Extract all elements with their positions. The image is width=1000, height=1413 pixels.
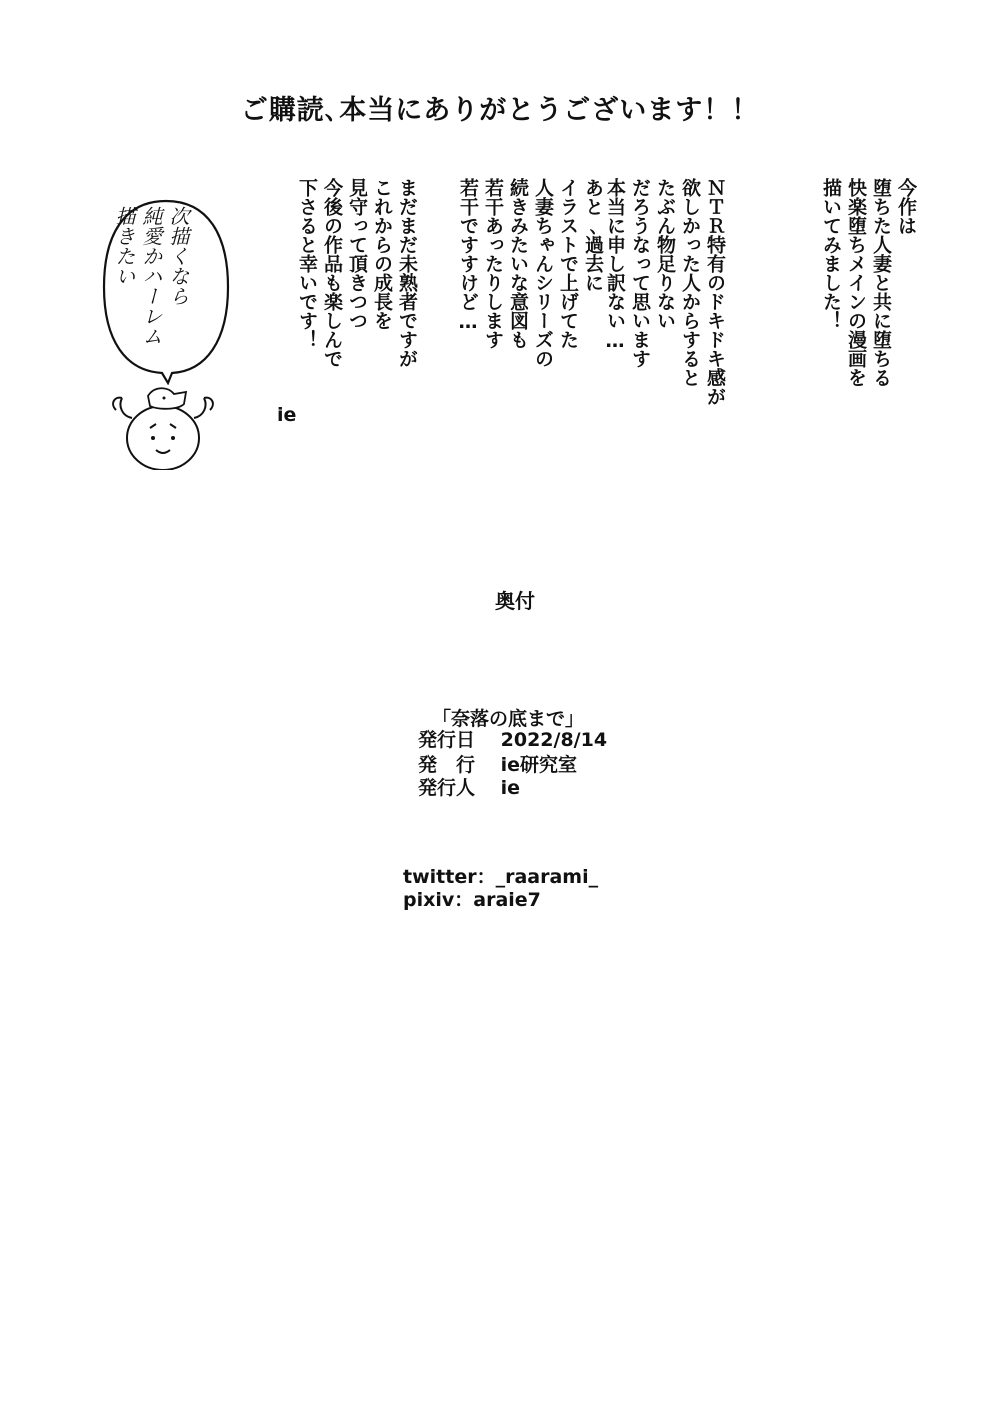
text-line: まだまだ未熟者ですが xyxy=(396,178,418,368)
text-line: 次描くなら xyxy=(166,206,190,306)
text-line: 本当に申し訳ない… xyxy=(604,178,626,352)
text-line: 純愛かハーレム xyxy=(139,206,163,346)
afterword-column-2 xyxy=(602,178,727,478)
afterword-column-3 xyxy=(455,178,605,478)
pixiv-handle: pixiv：araie7 xyxy=(403,889,541,911)
publish-date-row xyxy=(418,725,607,751)
afterword-column-1 xyxy=(818,178,918,478)
issuer-row xyxy=(418,773,520,799)
text-line: 人妻ちゃんシリーズの xyxy=(532,178,554,368)
text-line: 描きたい xyxy=(112,206,136,286)
text-line: 若干あったりします xyxy=(482,178,504,349)
text-line: 下さると幸いです！ xyxy=(296,178,318,349)
text-line: 見守って頂きつつ xyxy=(346,178,368,330)
text-line: あと､過去に xyxy=(582,178,604,292)
text-line: 堕ちた人妻と共に堕ちる xyxy=(870,178,892,387)
afterword-signature: ie xyxy=(277,404,297,426)
speech-bubble-text xyxy=(110,206,191,346)
text-line: 描いてみました！ xyxy=(820,178,842,330)
twitter-handle: twitter：_raarami_ xyxy=(403,866,599,888)
publish-date-label: 発行日 xyxy=(418,729,476,751)
text-line: 今後の作品も楽しんで xyxy=(321,178,343,368)
text-line: イラストで上げてた xyxy=(557,178,579,349)
text-line: 快楽堕ちメインの漫画を xyxy=(845,178,867,387)
publisher-label: 発 行 xyxy=(418,754,476,776)
text-line: 欲しかった人からすると xyxy=(679,178,701,387)
text-line: だろうなって思います xyxy=(629,178,651,368)
text-line: これからの成長を xyxy=(371,178,393,330)
text-line: 今作は xyxy=(895,178,917,235)
issuer-label: 発行人 xyxy=(418,777,476,799)
afterword-title: ご購読､本当にありがとうございます！！ xyxy=(240,95,760,126)
afterword-column-4 xyxy=(294,178,419,478)
colophon-heading: 奥付 xyxy=(495,589,535,613)
publisher-value: ie研究室 xyxy=(500,754,578,776)
text-line: ＮＴＲ特有のドキドキ感が xyxy=(704,178,726,406)
text-line: 続きみたいな意図も xyxy=(507,178,529,349)
book-title: 「奈落の底まで」 xyxy=(432,708,585,730)
text-line: 若干ですすけど… xyxy=(457,178,479,333)
mascot-illustration xyxy=(108,382,218,470)
issuer-value: ie xyxy=(500,777,521,799)
text-line: たぶん物足りない xyxy=(654,178,676,330)
publish-date-value: 2022/8/14 xyxy=(500,729,608,751)
